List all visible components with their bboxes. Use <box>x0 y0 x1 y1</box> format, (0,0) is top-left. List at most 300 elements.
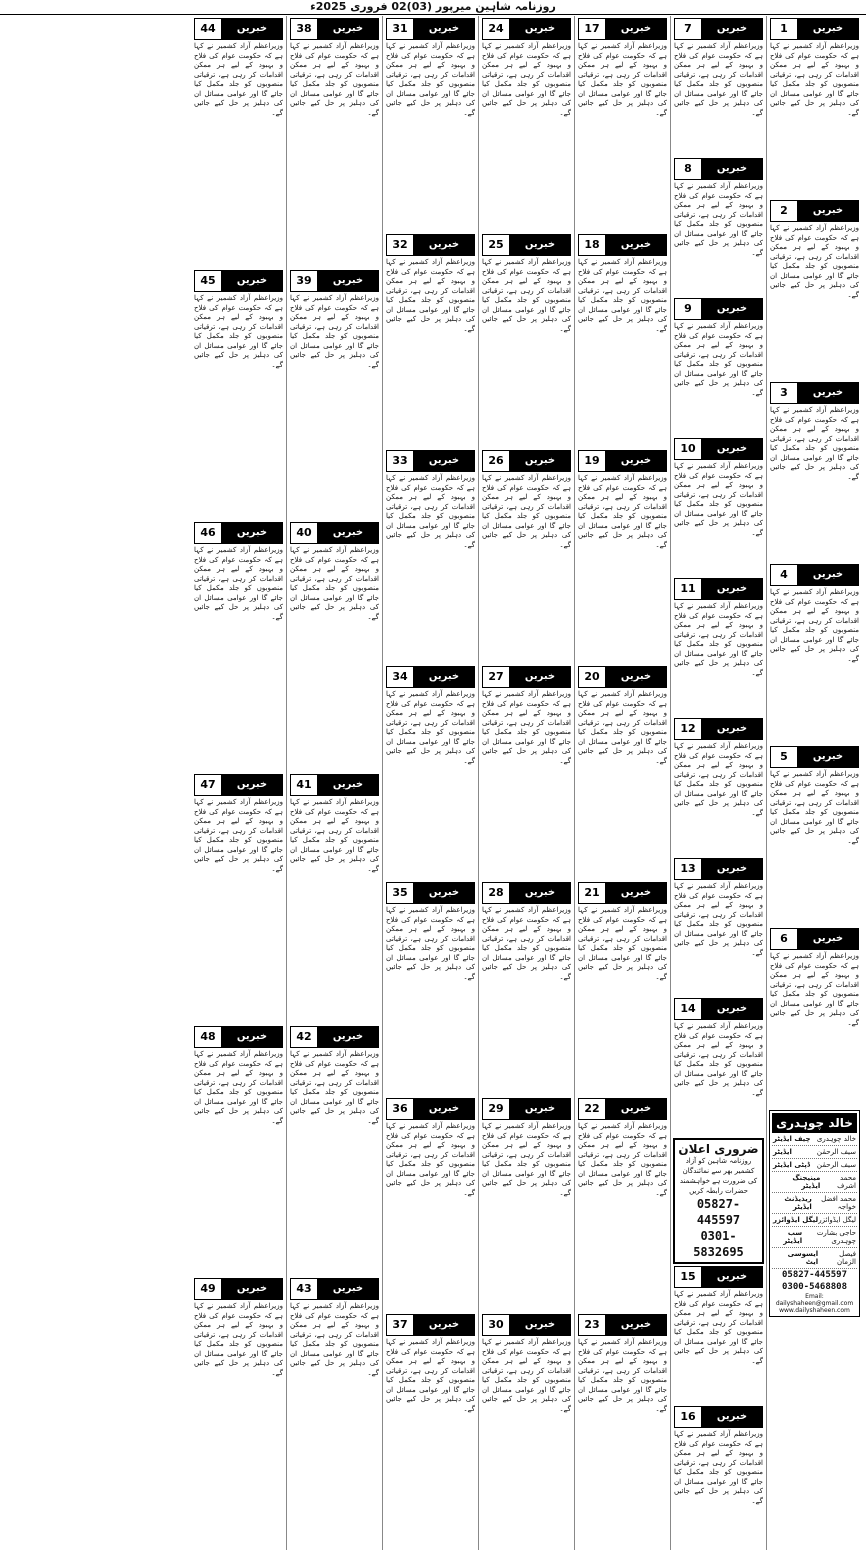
news-story <box>674 578 763 714</box>
story-number: 41 <box>291 775 318 795</box>
office-phone: 0300-5468808 <box>781 1282 848 1292</box>
story-header <box>194 270 283 292</box>
story-lead: وزیراعظم آزاد کشمیر نے کہا ہے کہ حکومت عوام کی فلاح و بہبود کے لیے ہر ممکن اقدامات کر رہی ہے، ترقیاتی منصوبوں کو جلد مکمل کیا جائے گا اور عوامی مسائل ان کی دہلیز پر حل کیے جائیں گے۔ <box>578 258 667 333</box>
story-header <box>578 450 667 472</box>
story-number: 2 <box>771 201 798 221</box>
news-story <box>290 1278 379 1526</box>
story-label: خبریں <box>318 271 378 291</box>
story-number: 13 <box>675 859 702 879</box>
story-number: 29 <box>483 1099 510 1119</box>
story-number: 42 <box>291 1027 318 1047</box>
news-story <box>386 882 475 1094</box>
story-number: 26 <box>483 451 510 471</box>
story-lead: وزیراعظم آزاد کشمیر نے کہا ہے کہ حکومت عوام کی فلاح و بہبود کے لیے ہر ممکن اقدامات کر رہی ہے، ترقیاتی منصوبوں کو جلد مکمل کیا جائے گا اور عوامی مسائل ان کی دہلیز پر حل کیے جائیں گے۔ <box>290 546 379 621</box>
story-body <box>194 546 283 622</box>
story-label: خبریں <box>606 19 666 39</box>
story-label: خبریں <box>222 19 282 39</box>
news-story <box>674 1266 763 1402</box>
staff-row <box>772 1248 857 1269</box>
news-story <box>290 18 379 266</box>
staff-row <box>772 1193 857 1214</box>
story-label: خبریں <box>510 235 570 255</box>
staff-name: حاجی بشارت چوہدری <box>816 1229 856 1245</box>
story-body <box>482 258 571 334</box>
story-label: خبریں <box>222 1279 282 1299</box>
story-body <box>290 546 379 622</box>
story-number: 17 <box>579 19 606 39</box>
story-number: 7 <box>675 19 702 39</box>
story-body <box>386 42 475 118</box>
story-header <box>578 18 667 40</box>
story-number: 23 <box>579 1315 606 1335</box>
story-body <box>674 1430 763 1506</box>
staff-role: سب ایڈیٹر <box>783 1229 803 1245</box>
story-body <box>578 1338 667 1414</box>
story-header <box>674 1406 763 1428</box>
staff-role: چیف ایڈیٹر <box>773 1135 811 1143</box>
story-lead: وزیراعظم آزاد کشمیر نے کہا ہے کہ حکومت عوام کی فلاح و بہبود کے لیے ہر ممکن اقدامات کر رہی ہے، ترقیاتی منصوبوں کو جلد مکمل کیا جائے گا اور عوامی مسائل ان کی دہلیز پر حل کیے جائیں گے۔ <box>770 588 859 663</box>
story-header <box>290 1278 379 1300</box>
story-label: خبریں <box>702 1407 762 1427</box>
story-body <box>674 322 763 398</box>
story-number: 8 <box>675 159 702 179</box>
story-number: 45 <box>195 271 222 291</box>
story-header <box>194 774 283 796</box>
story-lead: وزیراعظم آزاد کشمیر نے کہا ہے کہ حکومت عوام کی فلاح و بہبود کے لیے ہر ممکن اقدامات کر رہی ہے، ترقیاتی منصوبوں کو جلد مکمل کیا جائے گا اور عوامی مسائل ان کی دہلیز پر حل کیے جائیں گے۔ <box>578 1338 667 1413</box>
story-label: خبریں <box>222 271 282 291</box>
story-header <box>674 858 763 880</box>
story-body <box>482 1122 571 1198</box>
story-lead: وزیراعظم آزاد کشمیر نے کہا ہے کہ حکومت عوام کی فلاح و بہبود کے لیے ہر ممکن اقدامات کر رہی ہے، ترقیاتی منصوبوں کو جلد مکمل کیا جائے گا اور عوامی مسائل ان کی دہلیز پر حل کیے جائیں گے۔ <box>194 1302 283 1377</box>
story-label: خبریں <box>414 235 474 255</box>
story-body <box>290 42 379 118</box>
story-body <box>770 42 859 118</box>
story-label: خبریں <box>798 929 858 949</box>
staff-name: سیف الرحمٰن <box>816 1161 856 1169</box>
story-label: خبریں <box>510 1315 570 1335</box>
story-number: 24 <box>483 19 510 39</box>
story-label: خبریں <box>798 747 858 767</box>
story-label: خبریں <box>798 201 858 221</box>
news-story <box>482 882 571 1094</box>
story-lead: وزیراعظم آزاد کشمیر نے کہا ہے کہ حکومت عوام کی فلاح و بہبود کے لیے ہر ممکن اقدامات کر رہی ہے، ترقیاتی منصوبوں کو جلد مکمل کیا جائے گا اور عوامی مسائل ان کی دہلیز پر حل کیے جائیں گے۔ <box>674 1022 763 1097</box>
story-lead: وزیراعظم آزاد کشمیر نے کہا ہے کہ حکومت عوام کی فلاح و بہبود کے لیے ہر ممکن اقدامات کر رہی ہے، ترقیاتی منصوبوں کو جلد مکمل کیا جائے گا اور عوامی مسائل ان کی دہلیز پر حل کیے جائیں گے۔ <box>674 42 763 117</box>
story-header <box>482 666 571 688</box>
news-column <box>670 16 766 1550</box>
story-body <box>482 42 571 118</box>
story-number: 37 <box>387 1315 414 1335</box>
news-story <box>386 234 475 446</box>
news-story <box>674 298 763 434</box>
news-story <box>770 200 859 378</box>
story-body <box>386 690 475 766</box>
news-column <box>574 16 670 1550</box>
staff-row <box>772 1172 857 1193</box>
news-story <box>290 522 379 770</box>
story-header <box>290 270 379 292</box>
dateline: روزنامہ شاہین میرپور (03)02 فروری 2025ء <box>0 0 866 15</box>
story-header <box>482 18 571 40</box>
story-body <box>578 258 667 334</box>
news-story <box>482 1098 571 1310</box>
staff-row <box>772 1227 857 1248</box>
staff-row <box>772 1159 857 1172</box>
news-column <box>191 16 286 1550</box>
story-body <box>578 42 667 118</box>
story-lead: وزیراعظم آزاد کشمیر نے کہا ہے کہ حکومت عوام کی فلاح و بہبود کے لیے ہر ممکن اقدامات کر رہی ہے، ترقیاتی منصوبوں کو جلد مکمل کیا جائے گا اور عوامی مسائل ان کی دہلیز پر حل کیے جائیں گے۔ <box>770 770 859 845</box>
news-story <box>674 718 763 854</box>
story-label: خبریں <box>318 523 378 543</box>
news-story <box>386 666 475 878</box>
story-label: خبریں <box>702 19 762 39</box>
story-number: 38 <box>291 19 318 39</box>
staff-role: ایڈیٹر <box>773 1148 792 1156</box>
story-label: خبریں <box>798 565 858 585</box>
story-number: 43 <box>291 1279 318 1299</box>
story-body <box>770 588 859 664</box>
email-address[interactable]: Email: dailyshaheen@gmail.com <box>775 1293 854 1307</box>
story-label: خبریں <box>702 999 762 1019</box>
story-label: خبریں <box>414 19 474 39</box>
story-lead: وزیراعظم آزاد کشمیر نے کہا ہے کہ حکومت عوام کی فلاح و بہبود کے لیے ہر ممکن اقدامات کر رہی ہے، ترقیاتی منصوبوں کو جلد مکمل کیا جائے گا اور عوامی مسائل ان کی دہلیز پر حل کیے جائیں گے۔ <box>674 1290 763 1365</box>
story-header <box>770 18 859 40</box>
story-number: 30 <box>483 1315 510 1335</box>
story-body <box>482 906 571 982</box>
story-lead: وزیراعظم آزاد کشمیر نے کہا ہے کہ حکومت عوام کی فلاح و بہبود کے لیے ہر ممکن اقدامات کر رہی ہے، ترقیاتی منصوبوں کو جلد مکمل کیا جائے گا اور عوامی مسائل ان کی دہلیز پر حل کیے جائیں گے۔ <box>386 906 475 981</box>
story-lead: وزیراعظم آزاد کشمیر نے کہا ہے کہ حکومت عوام کی فلاح و بہبود کے لیے ہر ممکن اقدامات کر رہی ہے، ترقیاتی منصوبوں کو جلد مکمل کیا جائے گا اور عوامی مسائل ان کی دہلیز پر حل کیے جائیں گے۔ <box>386 690 475 765</box>
news-story <box>578 882 667 1094</box>
story-lead: وزیراعظم آزاد کشمیر نے کہا ہے کہ حکومت عوام کی فلاح و بہبود کے لیے ہر ممکن اقدامات کر رہی ہے، ترقیاتی منصوبوں کو جلد مکمل کیا جائے گا اور عوامی مسائل ان کی دہلیز پر حل کیے جائیں گے۔ <box>770 224 859 299</box>
story-header <box>578 882 667 904</box>
news-story <box>386 1098 475 1310</box>
story-header <box>770 564 859 586</box>
story-header <box>386 882 475 904</box>
story-body <box>674 882 763 958</box>
story-lead: وزیراعظم آزاد کشمیر نے کہا ہے کہ حکومت عوام کی فلاح و بہبود کے لیے ہر ممکن اقدامات کر رہی ہے، ترقیاتی منصوبوں کو جلد مکمل کیا جائے گا اور عوامی مسائل ان کی دہلیز پر حل کیے جائیں گے۔ <box>290 1302 379 1377</box>
story-number: 11 <box>675 579 702 599</box>
story-label: خبریں <box>510 667 570 687</box>
story-lead: وزیراعظم آزاد کشمیر نے کہا ہے کہ حکومت عوام کی فلاح و بہبود کے لیے ہر ممکن اقدامات کر رہی ہے، ترقیاتی منصوبوں کو جلد مکمل کیا جائے گا اور عوامی مسائل ان کی دہلیز پر حل کیے جائیں گے۔ <box>386 42 475 117</box>
story-body <box>194 1050 283 1126</box>
news-story <box>482 1314 571 1526</box>
story-lead: وزیراعظم آزاد کشمیر نے کہا ہے کہ حکومت عوام کی فلاح و بہبود کے لیے ہر ممکن اقدامات کر رہی ہے، ترقیاتی منصوبوں کو جلد مکمل کیا جائے گا اور عوامی مسائل ان کی دہلیز پر حل کیے جائیں گے۔ <box>386 1338 475 1413</box>
notice-title: ضروری اعلان <box>678 1142 759 1156</box>
news-story <box>578 1098 667 1310</box>
story-lead: وزیراعظم آزاد کشمیر نے کہا ہے کہ حکومت عوام کی فلاح و بہبود کے لیے ہر ممکن اقدامات کر رہی ہے، ترقیاتی منصوبوں کو جلد مکمل کیا جائے گا اور عوامی مسائل ان کی دہلیز پر حل کیے جائیں گے۔ <box>578 906 667 981</box>
news-story <box>578 666 667 878</box>
news-story <box>482 666 571 878</box>
story-header <box>674 1266 763 1288</box>
story-number: 25 <box>483 235 510 255</box>
news-story <box>386 18 475 230</box>
story-lead: وزیراعظم آزاد کشمیر نے کہا ہے کہ حکومت عوام کی فلاح و بہبود کے لیے ہر ممکن اقدامات کر رہی ہے، ترقیاتی منصوبوں کو جلد مکمل کیا جائے گا اور عوامی مسائل ان کی دہلیز پر حل کیے جائیں گے۔ <box>674 742 763 817</box>
story-label: خبریں <box>510 1099 570 1119</box>
story-body <box>770 952 859 1028</box>
story-body <box>578 906 667 982</box>
story-body <box>386 1122 475 1198</box>
story-header <box>482 882 571 904</box>
story-number: 19 <box>579 451 606 471</box>
staff-role: ایسوسی ایٹ <box>787 1250 819 1266</box>
story-header <box>482 450 571 472</box>
story-lead: وزیراعظم آزاد کشمیر نے کہا ہے کہ حکومت عوام کی فلاح و بہبود کے لیے ہر ممکن اقدامات کر رہی ہے، ترقیاتی منصوبوں کو جلد مکمل کیا جائے گا اور عوامی مسائل ان کی دہلیز پر حل کیے جائیں گے۔ <box>194 798 283 873</box>
news-story <box>290 270 379 518</box>
story-header <box>194 18 283 40</box>
story-label: خبریں <box>606 667 666 687</box>
story-header <box>290 1026 379 1048</box>
story-label: خبریں <box>702 579 762 599</box>
story-header <box>386 18 475 40</box>
story-label: خبریں <box>606 451 666 471</box>
news-story <box>578 450 667 662</box>
story-label: خبریں <box>318 1027 378 1047</box>
story-body <box>674 742 763 818</box>
news-story <box>674 158 763 294</box>
news-story <box>194 18 283 266</box>
story-label: خبریں <box>606 1315 666 1335</box>
news-story <box>674 18 763 154</box>
story-lead: وزیراعظم آزاد کشمیر نے کہا ہے کہ حکومت عوام کی فلاح و بہبود کے لیے ہر ممکن اقدامات کر رہی ہے، ترقیاتی منصوبوں کو جلد مکمل کیا جائے گا اور عوامی مسائل ان کی دہلیز پر حل کیے جائیں گے۔ <box>770 42 859 117</box>
story-lead: وزیراعظم آزاد کشمیر نے کہا ہے کہ حکومت عوام کی فلاح و بہبود کے لیے ہر ممکن اقدامات کر رہی ہے، ترقیاتی منصوبوں کو جلد مکمل کیا جائے گا اور عوامی مسائل ان کی دہلیز پر حل کیے جائیں گے۔ <box>482 1122 571 1197</box>
story-label: خبریں <box>318 1279 378 1299</box>
story-label: خبریں <box>606 235 666 255</box>
staff-name: لیگل ایڈوائزر <box>818 1216 856 1224</box>
story-lead: وزیراعظم آزاد کشمیر نے کہا ہے کہ حکومت عوام کی فلاح و بہبود کے لیے ہر ممکن اقدامات کر رہی ہے، ترقیاتی منصوبوں کو جلد مکمل کیا جائے گا اور عوامی مسائل ان کی دہلیز پر حل کیے جائیں گے۔ <box>482 42 571 117</box>
story-number: 44 <box>195 19 222 39</box>
staff-name: فیصل الزمان <box>837 1250 856 1266</box>
story-body <box>674 1022 763 1098</box>
story-number: 35 <box>387 883 414 903</box>
story-label: خبریں <box>414 1099 474 1119</box>
news-column <box>382 16 478 1550</box>
news-story <box>674 438 763 574</box>
story-number: 47 <box>195 775 222 795</box>
story-number: 21 <box>579 883 606 903</box>
story-number: 9 <box>675 299 702 319</box>
story-body <box>290 798 379 874</box>
story-header <box>386 234 475 256</box>
staff-row <box>772 1146 857 1159</box>
story-lead: وزیراعظم آزاد کشمیر نے کہا ہے کہ حکومت عوام کی فلاح و بہبود کے لیے ہر ممکن اقدامات کر رہی ہے، ترقیاتی منصوبوں کو جلد مکمل کیا جائے گا اور عوامی مسائل ان کی دہلیز پر حل کیے جائیں گے۔ <box>290 798 379 873</box>
news-story <box>770 18 859 196</box>
news-story <box>674 858 763 994</box>
editorial-masthead <box>769 1110 860 1317</box>
news-story <box>482 450 571 662</box>
story-label: خبریں <box>222 1027 282 1047</box>
story-body <box>386 258 475 334</box>
story-label: خبریں <box>510 883 570 903</box>
story-body <box>770 224 859 300</box>
story-header <box>578 234 667 256</box>
story-number: 36 <box>387 1099 414 1119</box>
story-number: 32 <box>387 235 414 255</box>
story-header <box>194 522 283 544</box>
story-lead: وزیراعظم آزاد کشمیر نے کہا ہے کہ حکومت عوام کی فلاح و بہبود کے لیے ہر ممکن اقدامات کر رہی ہے، ترقیاتی منصوبوں کو جلد مکمل کیا جائے گا اور عوامی مسائل ان کی دہلیز پر حل کیے جائیں گے۔ <box>482 474 571 549</box>
story-number: 16 <box>675 1407 702 1427</box>
story-header <box>770 746 859 768</box>
notice-phone: 05827-445597 <box>696 1197 741 1227</box>
story-number: 22 <box>579 1099 606 1119</box>
story-number: 6 <box>771 929 798 949</box>
story-header <box>386 666 475 688</box>
story-header <box>674 578 763 600</box>
story-lead: وزیراعظم آزاد کشمیر نے کہا ہے کہ حکومت عوام کی فلاح و بہبود کے لیے ہر ممکن اقدامات کر رہی ہے، ترقیاتی منصوبوں کو جلد مکمل کیا جائے گا اور عوامی مسائل ان کی دہلیز پر حل کیے جائیں گے۔ <box>674 1430 763 1505</box>
story-label: خبریں <box>222 523 282 543</box>
story-label: خبریں <box>798 383 858 403</box>
story-header <box>770 928 859 950</box>
story-number: 5 <box>771 747 798 767</box>
news-column <box>478 16 574 1550</box>
story-header <box>674 18 763 40</box>
newspaper-page <box>4 16 862 1550</box>
story-header <box>674 438 763 460</box>
staff-role: مینیجنگ ایڈیٹر <box>792 1174 821 1190</box>
story-label: خبریں <box>414 1315 474 1335</box>
story-label: خبریں <box>702 859 762 879</box>
story-label: خبریں <box>414 451 474 471</box>
story-label: خبریں <box>702 439 762 459</box>
story-lead: وزیراعظم آزاد کشمیر نے کہا ہے کہ حکومت عوام کی فلاح و بہبود کے لیے ہر ممکن اقدامات کر رہی ہے، ترقیاتی منصوبوں کو جلد مکمل کیا جائے گا اور عوامی مسائل ان کی دہلیز پر حل کیے جائیں گے۔ <box>770 406 859 481</box>
story-lead: وزیراعظم آزاد کشمیر نے کہا ہے کہ حکومت عوام کی فلاح و بہبود کے لیے ہر ممکن اقدامات کر رہی ہے، ترقیاتی منصوبوں کو جلد مکمل کیا جائے گا اور عوامی مسائل ان کی دہلیز پر حل کیے جائیں گے۔ <box>290 1050 379 1125</box>
story-number: 31 <box>387 19 414 39</box>
story-header <box>194 1278 283 1300</box>
story-header <box>482 234 571 256</box>
story-header <box>386 450 475 472</box>
story-header <box>578 1098 667 1120</box>
story-number: 3 <box>771 383 798 403</box>
story-lead: وزیراعظم آزاد کشمیر نے کہا ہے کہ حکومت عوام کی فلاح و بہبود کے لیے ہر ممکن اقدامات کر رہی ہے، ترقیاتی منصوبوں کو جلد مکمل کیا جائے گا اور عوامی مسائل ان کی دہلیز پر حل کیے جائیں گے۔ <box>194 42 283 117</box>
news-story <box>578 1314 667 1526</box>
story-label: خبریں <box>702 299 762 319</box>
story-lead: وزیراعظم آزاد کشمیر نے کہا ہے کہ حکومت عوام کی فلاح و بہبود کے لیے ہر ممکن اقدامات کر رہی ہے، ترقیاتی منصوبوں کو جلد مکمل کیا جائے گا اور عوامی مسائل ان کی دہلیز پر حل کیے جائیں گے۔ <box>194 1050 283 1125</box>
story-body <box>194 1302 283 1378</box>
story-number: 14 <box>675 999 702 1019</box>
news-story <box>770 564 859 742</box>
story-lead: وزیراعظم آزاد کشمیر نے کہا ہے کہ حکومت عوام کی فلاح و بہبود کے لیے ہر ممکن اقدامات کر رہی ہے، ترقیاتی منصوبوں کو جلد مکمل کیا جائے گا اور عوامی مسائل ان کی دہلیز پر حل کیے جائیں گے۔ <box>482 258 571 333</box>
story-header <box>770 382 859 404</box>
story-body <box>482 690 571 766</box>
chief-editor-name: خالد چوہدری <box>772 1113 857 1133</box>
news-story <box>194 270 283 518</box>
story-header <box>674 158 763 180</box>
story-body <box>578 1122 667 1198</box>
story-lead: وزیراعظم آزاد کشمیر نے کہا ہے کہ حکومت عوام کی فلاح و بہبود کے لیے ہر ممکن اقدامات کر رہی ہے، ترقیاتی منصوبوں کو جلد مکمل کیا جائے گا اور عوامی مسائل ان کی دہلیز پر حل کیے جائیں گے۔ <box>578 42 667 117</box>
story-header <box>290 774 379 796</box>
story-header <box>386 1098 475 1120</box>
staff-role: ڈپٹی ایڈیٹر <box>773 1161 811 1169</box>
story-body <box>194 294 283 370</box>
story-number: 15 <box>675 1267 702 1287</box>
story-number: 20 <box>579 667 606 687</box>
news-story <box>674 998 763 1134</box>
story-body <box>578 690 667 766</box>
story-label: خبریں <box>318 19 378 39</box>
story-body <box>674 182 763 258</box>
story-lead: وزیراعظم آزاد کشمیر نے کہا ہے کہ حکومت عوام کی فلاح و بہبود کے لیے ہر ممکن اقدامات کر رہی ہے، ترقیاتی منصوبوں کو جلد مکمل کیا جائے گا اور عوامی مسائل ان کی دہلیز پر حل کیے جائیں گے۔ <box>194 546 283 621</box>
story-lead: وزیراعظم آزاد کشمیر نے کہا ہے کہ حکومت عوام کی فلاح و بہبود کے لیے ہر ممکن اقدامات کر رہی ہے، ترقیاتی منصوبوں کو جلد مکمل کیا جائے گا اور عوامی مسائل ان کی دہلیز پر حل کیے جائیں گے۔ <box>674 462 763 537</box>
news-story <box>770 746 859 924</box>
website-link[interactable]: www.dailyshaheen.com <box>779 1307 850 1314</box>
story-number: 12 <box>675 719 702 739</box>
story-header <box>290 522 379 544</box>
news-story <box>674 1406 763 1542</box>
story-body <box>386 1338 475 1414</box>
story-label: خبریں <box>510 451 570 471</box>
news-story <box>194 522 283 770</box>
staff-row <box>772 1214 857 1227</box>
news-story <box>482 234 571 446</box>
story-lead: وزیراعظم آزاد کشمیر نے کہا ہے کہ حکومت عوام کی فلاح و بہبود کے لیے ہر ممکن اقدامات کر رہی ہے، ترقیاتی منصوبوں کو جلد مکمل کیا جائے گا اور عوامی مسائل ان کی دہلیز پر حل کیے جائیں گے۔ <box>770 952 859 1027</box>
story-lead: وزیراعظم آزاد کشمیر نے کہا ہے کہ حکومت عوام کی فلاح و بہبود کے لیے ہر ممکن اقدامات کر رہی ہے، ترقیاتی منصوبوں کو جلد مکمل کیا جائے گا اور عوامی مسائل ان کی دہلیز پر حل کیے جائیں گے۔ <box>578 1122 667 1197</box>
story-number: 28 <box>483 883 510 903</box>
news-story <box>386 1314 475 1526</box>
news-column <box>286 16 382 1550</box>
story-number: 34 <box>387 667 414 687</box>
story-header <box>770 200 859 222</box>
staff-name: سیف الرحمٰن <box>816 1148 856 1156</box>
staff-role: لیگل ایڈوائزر <box>773 1216 819 1224</box>
staff-role: ریذیڈنٹ ایڈیٹر <box>784 1195 812 1211</box>
staff-name: محمد اشرف <box>837 1174 856 1190</box>
story-header <box>674 998 763 1020</box>
story-body <box>386 906 475 982</box>
story-lead: وزیراعظم آزاد کشمیر نے کہا ہے کہ حکومت عوام کی فلاح و بہبود کے لیے ہر ممکن اقدامات کر رہی ہے، ترقیاتی منصوبوں کو جلد مکمل کیا جائے گا اور عوامی مسائل ان کی دہلیز پر حل کیے جائیں گے۔ <box>578 690 667 765</box>
notice-phone: 0301-5832695 <box>693 1229 744 1259</box>
news-column <box>766 16 862 1550</box>
news-story <box>290 1026 379 1274</box>
story-body <box>674 1290 763 1366</box>
story-header <box>386 1314 475 1336</box>
story-header <box>290 18 379 40</box>
story-label: خبریں <box>702 719 762 739</box>
story-lead: وزیراعظم آزاد کشمیر نے کہا ہے کہ حکومت عوام کی فلاح و بہبود کے لیے ہر ممکن اقدامات کر رہی ہے، ترقیاتی منصوبوں کو جلد مکمل کیا جائے گا اور عوامی مسائل ان کی دہلیز پر حل کیے جائیں گے۔ <box>674 882 763 957</box>
story-number: 18 <box>579 235 606 255</box>
story-label: خبریں <box>510 19 570 39</box>
news-story <box>578 18 667 230</box>
story-lead: وزیراعظم آزاد کشمیر نے کہا ہے کہ حکومت عوام کی فلاح و بہبود کے لیے ہر ممکن اقدامات کر رہی ہے، ترقیاتی منصوبوں کو جلد مکمل کیا جائے گا اور عوامی مسائل ان کی دہلیز پر حل کیے جائیں گے۔ <box>290 42 379 117</box>
story-header <box>674 718 763 740</box>
staff-name: خالد چوہدری <box>816 1135 856 1143</box>
story-header <box>482 1314 571 1336</box>
story-number: 10 <box>675 439 702 459</box>
story-number: 1 <box>771 19 798 39</box>
story-header <box>194 1026 283 1048</box>
story-number: 39 <box>291 271 318 291</box>
story-body <box>674 602 763 678</box>
story-lead: وزیراعظم آزاد کشمیر نے کہا ہے کہ حکومت عوام کی فلاح و بہبود کے لیے ہر ممکن اقدامات کر رہی ہے، ترقیاتی منصوبوں کو جلد مکمل کیا جائے گا اور عوامی مسائل ان کی دہلیز پر حل کیے جائیں گے۔ <box>194 294 283 369</box>
story-label: خبریں <box>702 159 762 179</box>
story-lead: وزیراعظم آزاد کشمیر نے کہا ہے کہ حکومت عوام کی فلاح و بہبود کے لیے ہر ممکن اقدامات کر رہی ہے، ترقیاتی منصوبوں کو جلد مکمل کیا جائے گا اور عوامی مسائل ان کی دہلیز پر حل کیے جائیں گے۔ <box>386 474 475 549</box>
story-lead: وزیراعظم آزاد کشمیر نے کہا ہے کہ حکومت عوام کی فلاح و بہبود کے لیے ہر ممکن اقدامات کر رہی ہے، ترقیاتی منصوبوں کو جلد مکمل کیا جائے گا اور عوامی مسائل ان کی دہلیز پر حل کیے جائیں گے۔ <box>674 322 763 397</box>
story-number: 33 <box>387 451 414 471</box>
important-notice <box>673 1138 764 1264</box>
story-lead: وزیراعظم آزاد کشمیر نے کہا ہے کہ حکومت عوام کی فلاح و بہبود کے لیے ہر ممکن اقدامات کر رہی ہے، ترقیاتی منصوبوں کو جلد مکمل کیا جائے گا اور عوامی مسائل ان کی دہلیز پر حل کیے جائیں گے۔ <box>674 602 763 677</box>
story-label: خبریں <box>318 775 378 795</box>
story-body <box>674 462 763 538</box>
news-story <box>194 1026 283 1274</box>
story-body <box>578 474 667 550</box>
story-lead: وزیراعظم آزاد کشمیر نے کہا ہے کہ حکومت عوام کی فلاح و بہبود کے لیے ہر ممکن اقدامات کر رہی ہے، ترقیاتی منصوبوں کو جلد مکمل کیا جائے گا اور عوامی مسائل ان کی دہلیز پر حل کیے جائیں گے۔ <box>578 474 667 549</box>
story-body <box>290 294 379 370</box>
story-number: 4 <box>771 565 798 585</box>
news-story <box>578 234 667 446</box>
story-header <box>578 666 667 688</box>
story-body <box>482 474 571 550</box>
story-lead: وزیراعظم آزاد کشمیر نے کہا ہے کہ حکومت عوام کی فلاح و بہبود کے لیے ہر ممکن اقدامات کر رہی ہے، ترقیاتی منصوبوں کو جلد مکمل کیا جائے گا اور عوامی مسائل ان کی دہلیز پر حل کیے جائیں گے۔ <box>482 906 571 981</box>
story-lead: وزیراعظم آزاد کشمیر نے کہا ہے کہ حکومت عوام کی فلاح و بہبود کے لیے ہر ممکن اقدامات کر رہی ہے، ترقیاتی منصوبوں کو جلد مکمل کیا جائے گا اور عوامی مسائل ان کی دہلیز پر حل کیے جائیں گے۔ <box>482 1338 571 1413</box>
story-label: خبریں <box>222 775 282 795</box>
story-lead: وزیراعظم آزاد کشمیر نے کہا ہے کہ حکومت عوام کی فلاح و بہبود کے لیے ہر ممکن اقدامات کر رہی ہے، ترقیاتی منصوبوں کو جلد مکمل کیا جائے گا اور عوامی مسائل ان کی دہلیز پر حل کیے جائیں گے۔ <box>386 1122 475 1197</box>
